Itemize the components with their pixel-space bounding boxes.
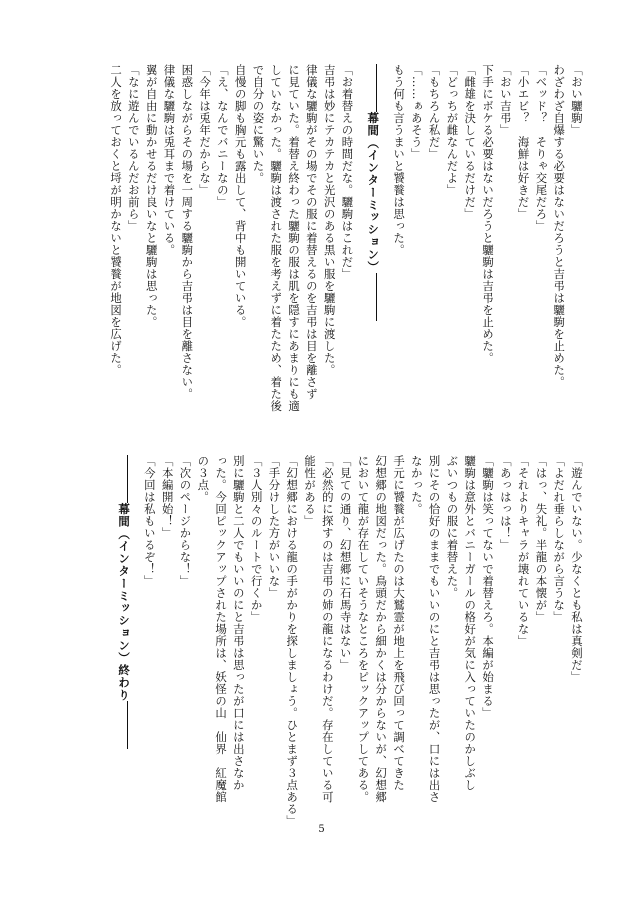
text-line: 「見ての通り、幻想郷に石馬寺はない」 [338, 455, 353, 671]
text-line: もう何も言うまいと饕餮は思った。 [392, 64, 407, 256]
text-line: 「おい吉弔」 [498, 64, 513, 136]
text-line: 律儀な驪駒がその場でその服に着替えるのを吉弔は目を離さず [304, 64, 319, 400]
text-line: 「どっちが雌なんだよ」 [445, 64, 460, 196]
text-line: 「次のページからな！」 [178, 455, 193, 587]
text-line: った。今回ピックアップされた場所は、妖怪の山 仙界 紅魔館 [214, 455, 229, 803]
text-line: 「お着替えの時間だな。驪駒はこれだ」 [340, 64, 355, 280]
heading-rule [127, 701, 128, 749]
text-line: の３点。 [196, 455, 211, 503]
text-line: 自慢の脚も胸元も露出して、背中も開いている。 [233, 64, 248, 328]
text-line: 「遊んでいない。少なくとも私は真剣だ」 [570, 455, 584, 683]
text-line: 「よだれ垂らしながら言うな」 [552, 455, 567, 623]
text-line: 吉弔は妙にテカテカと光沢のある黒い服を驪駒に渡した。 [322, 64, 337, 376]
text-line: 「今回は私もいるぞ！」 [142, 455, 157, 587]
text-line: 「おい驪駒」 [570, 64, 584, 136]
text-line: 「幻想郷における龍の手がかりを探しましょう。ひとまず３点ある」 [285, 455, 300, 827]
paragraph-gap [355, 64, 363, 404]
text-line: 「ベッド？ そりゃ交尾だろ」 [534, 64, 549, 232]
text-line: していなかった。驪駒は渡された服を考えずに着たため、着た後 [269, 64, 284, 412]
text-line: 「今年は兎年だからな」 [198, 64, 213, 196]
text-line: 「必然的に探すのは吉弔の姉の龍になるわけだ。存在している可 [320, 455, 335, 803]
text-line: 困惑しながらその場を一周する驪駒から吉弔は目を離さない。 [180, 64, 195, 400]
text-line: ぶいつもの服に着替えた。 [445, 455, 460, 599]
text-line: 「それよりキャラが壊れているな」 [516, 455, 531, 647]
text-line: 「驪駒は笑ってないで着替えろ。本編が始まる」 [481, 455, 496, 719]
heading-rule [376, 64, 377, 112]
text-line: 「もちろん私だ」 [427, 64, 442, 160]
text-column-top [106, 64, 585, 412]
text-line: なかった。 [409, 455, 424, 515]
section-heading [114, 455, 132, 795]
text-line: 「え、なんでバニーなの」 [215, 64, 230, 208]
text-line: 「小エビ？ 海鮮は好きだ」 [516, 64, 531, 220]
text-line: に見ていた。着替え終わった驪駒の服は肌を隠すにあまりにも適 [287, 64, 302, 412]
text-line: 律儀な驪駒は兎耳まで着けている。 [162, 64, 177, 256]
heading-text: 幕間（インターミッション）終わり [117, 503, 132, 702]
text-line: 能性がある」 [303, 455, 318, 527]
text-line: 下手にボケる必要はないだろうと驪駒は吉弔を止めた。 [481, 64, 496, 364]
section-heading [363, 64, 381, 404]
heading-text: 幕間（インターミッション） [366, 112, 381, 274]
paragraph-gap [132, 455, 140, 795]
text-line: 「あっはっは！」 [498, 455, 513, 551]
text-line: 「雌雄を決しているだけだ」 [463, 64, 478, 220]
paragraph-gap [381, 64, 389, 404]
text-line: 驪駒は意外とバニーガールの格好が気に入っていたのかしぶし [463, 455, 478, 791]
heading-rule [127, 455, 128, 503]
text-line: 「３人別々のルートで行くか」 [249, 455, 264, 623]
text-line: 「本編開始！」 [160, 455, 175, 539]
text-line: において龍が存在していそうなところをピックアップしてある。 [356, 455, 371, 803]
text-line: 幻想郷の地図だった。鳥頭だから細かくは分からないが、幻想郷 [374, 455, 389, 803]
heading-rule [376, 273, 377, 321]
text-line: 手元に饕餮が広げたのは大鷲霊が地上を飛び回って調べてきた [392, 455, 407, 791]
text-line: で自分の姿に驚いた。 [251, 64, 266, 184]
text-line: 二人を放っておくと埒が明かないと饕餮が地図を広げた。 [109, 64, 124, 376]
text-line: 「なに遊んでいるんだお前ら」 [126, 64, 141, 232]
text-line: 翼が自由に動かせるだけ良いなと驪駒は思った。 [144, 64, 159, 328]
text-line: 「手分けした方がいいな」 [267, 455, 282, 599]
text-line: 別にその恰好のままでもいいのにと吉弔は思ったが、口には出さ [427, 455, 442, 803]
text-line: 別に驪駒と二人でもいいのにと吉弔は思ったが口には出さなか [231, 455, 246, 791]
text-column-bottom [114, 455, 585, 827]
page-number: 5 [318, 824, 325, 835]
text-line: わざわざ自爆する必要はないだろうと吉弔は驪駒を止めた。 [552, 64, 567, 388]
text-line: 「はっ、失礼。半龍の本懐が」 [534, 455, 549, 623]
text-line: 「……ぁあそう」 [409, 64, 424, 160]
